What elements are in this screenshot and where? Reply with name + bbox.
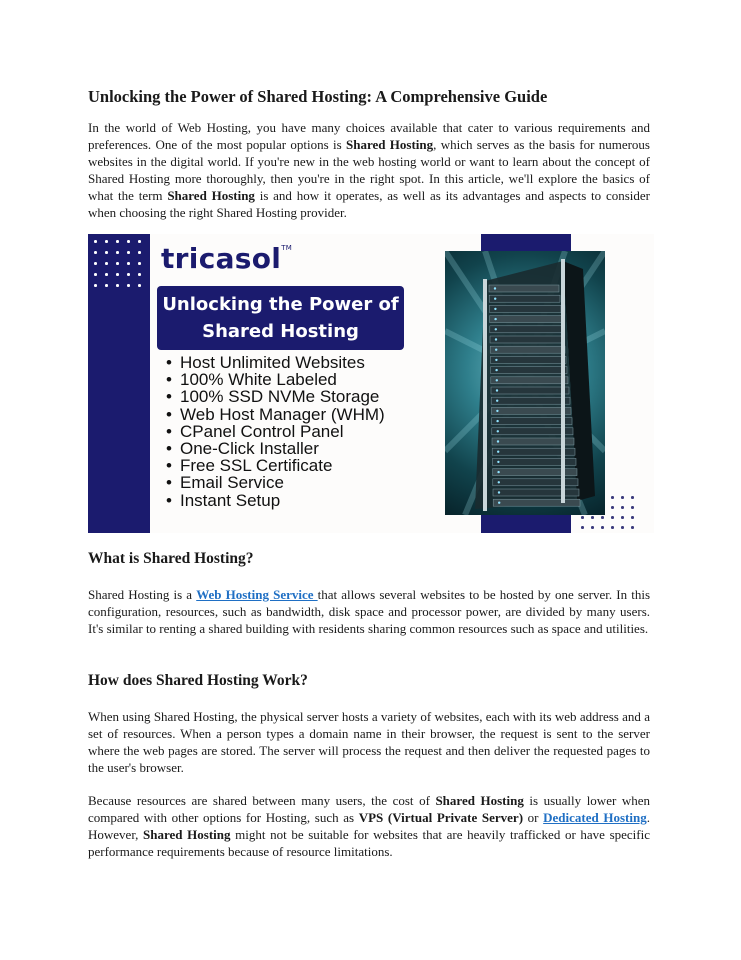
logo-trademark: TM — [281, 244, 293, 252]
dot — [116, 240, 119, 243]
text-run: Shared Hosting is a — [88, 587, 197, 602]
server-led — [495, 338, 497, 340]
server-led — [494, 298, 496, 300]
feature-item — [166, 388, 385, 405]
server-led — [495, 369, 497, 371]
server-unit — [493, 489, 579, 496]
server-led — [498, 481, 500, 483]
dot — [631, 496, 634, 499]
server-unit — [490, 346, 565, 353]
dot — [105, 251, 108, 254]
dot — [138, 273, 141, 276]
server-rack-image — [445, 251, 605, 515]
feature-label: Web Host Manager (WHM) — [180, 404, 385, 424]
bullet-icon: • — [166, 353, 172, 372]
server-unit — [491, 397, 570, 404]
tricasol-logo — [161, 242, 292, 275]
dot — [611, 496, 614, 499]
server-rack-illustration — [445, 251, 605, 515]
feature-item — [166, 474, 385, 491]
inline-link[interactable]: Dedicated Hosting — [543, 810, 647, 825]
text-run: When using Shared Hosting, the physical server hosts a variety of websites, each with its web address and a set of resources. When a person types a domain name in their browser, the request is sent to the server where the web pages are stored. The server will process the request and then deliver the requested pages to the user's browser. — [88, 709, 650, 775]
feature-label: Email Service — [180, 473, 284, 493]
dot — [581, 516, 584, 519]
server-unit — [490, 326, 563, 333]
rack-rail-left — [483, 279, 487, 511]
section-heading-what: What is Shared Hosting? — [88, 550, 254, 567]
bold-term: Shared Hosting — [167, 188, 255, 203]
feature-label: 100% White Labeled — [180, 370, 337, 390]
text-run: In the world of Web Hosting, you have many choices available that cater to various requirements and preferences. One of the most popular options is — [88, 120, 650, 152]
server-led — [497, 440, 499, 442]
dot — [621, 496, 624, 499]
server-unit — [491, 387, 569, 394]
server-led — [497, 451, 499, 453]
dot — [116, 284, 119, 287]
dot — [631, 506, 634, 509]
banner-title-box — [157, 286, 404, 350]
dot — [621, 506, 624, 509]
feature-label: Instant Setup — [180, 490, 281, 510]
dot — [127, 262, 130, 265]
server-led — [497, 471, 499, 473]
dot — [94, 240, 97, 243]
dot — [601, 526, 604, 529]
server-led — [495, 328, 497, 330]
dot — [591, 516, 594, 519]
bullet-icon: • — [166, 421, 172, 441]
dot — [611, 526, 614, 529]
bold-term: Shared Hosting — [143, 827, 231, 842]
dot — [127, 284, 130, 287]
logo-text: tricasol — [161, 242, 282, 275]
feature-item — [166, 492, 385, 509]
text-run: or — [523, 810, 544, 825]
banner-title-line2: Shared Hosting — [202, 321, 359, 342]
text-run: that allows several websites to be hosted by one server. In this configuration, resources, such as bandwidth, disk space and processor power, are divided by many users. It's similar to renting a shared building with residents sharing common resources such as space and utilities. — [88, 587, 651, 636]
server-led — [496, 389, 498, 391]
section-how-paragraph-2 — [88, 792, 650, 860]
server-led — [495, 349, 497, 351]
feature-label: Free SSL Certificate — [180, 456, 333, 476]
feature-item — [166, 440, 385, 457]
feature-label: Host Unlimited Websites — [180, 353, 365, 372]
server-unit — [493, 479, 578, 486]
dot — [611, 506, 614, 509]
feature-item — [166, 457, 385, 474]
feature-label: 100% SSD NVMe Storage — [180, 387, 380, 407]
server-led — [494, 287, 496, 289]
dot — [105, 273, 108, 276]
server-led — [496, 400, 498, 402]
text-run: , which serves as the basis for numerous websites in the digital world. If you're new in the web hosting world or want to learn about the concept of Shared Hosting more thoroughly, then you're in the right spot. In this article, we'll explore the basics of what the term — [88, 137, 650, 203]
dot — [127, 251, 130, 254]
server-unit — [489, 305, 561, 312]
dot — [116, 273, 119, 276]
server-unit — [492, 418, 572, 425]
server-led — [495, 359, 497, 361]
bold-term: Shared Hosting — [435, 793, 524, 808]
bullet-icon: • — [166, 439, 172, 459]
server-led — [497, 430, 499, 432]
text-run: is usually lower when compared with other options for Hosting, such as — [88, 793, 650, 825]
server-led — [498, 491, 500, 493]
page-title: Unlocking the Power of Shared Hosting: A Comprehensive Guide — [88, 87, 548, 106]
server-unit — [490, 336, 564, 343]
server-unit — [490, 356, 566, 363]
banner-title-line1: Unlocking the Power of — [162, 294, 399, 315]
server-led — [496, 410, 498, 412]
dot — [611, 516, 614, 519]
rack-rail-right — [561, 259, 565, 503]
server-unit — [490, 316, 562, 323]
bold-term: VPS (Virtual Private Server) — [358, 810, 524, 825]
server-unit — [491, 377, 568, 384]
dot — [591, 526, 594, 529]
server-led — [494, 318, 496, 320]
server-led — [497, 461, 499, 463]
feature-item — [166, 423, 385, 440]
dot — [94, 251, 97, 254]
dot — [631, 516, 634, 519]
server-led — [496, 420, 498, 422]
dot — [127, 273, 130, 276]
dot — [621, 526, 624, 529]
dot — [116, 251, 119, 254]
section-what-paragraph — [88, 586, 650, 637]
section-heading-how: How does Shared Hosting Work? — [88, 672, 308, 689]
promo-banner — [88, 234, 654, 533]
server-unit — [491, 367, 567, 374]
server-unit — [491, 407, 571, 414]
dot — [116, 262, 119, 265]
feature-item — [166, 406, 385, 423]
dot — [127, 240, 130, 243]
dot — [581, 526, 584, 529]
dot — [105, 240, 108, 243]
dot — [138, 262, 141, 265]
feature-item — [166, 371, 385, 388]
feature-label: One-Click Installer — [180, 439, 319, 459]
feature-list — [166, 354, 385, 509]
bullet-icon: • — [166, 490, 172, 510]
inline-link[interactable]: Web Hosting Service — [196, 587, 318, 602]
server-unit — [489, 285, 559, 292]
dot — [105, 262, 108, 265]
server-led — [494, 308, 496, 310]
dot — [138, 284, 141, 287]
server-unit — [492, 428, 573, 435]
text-run: Because resources are shared between many users, the cost of — [88, 793, 436, 808]
server-led — [498, 502, 500, 504]
server-led — [496, 379, 498, 381]
text-run: . However, — [88, 810, 650, 842]
dot — [105, 284, 108, 287]
section-how-paragraph-1 — [88, 708, 650, 776]
server-unit — [493, 499, 580, 506]
dot — [138, 251, 141, 254]
bullet-icon: • — [166, 404, 172, 424]
dot — [601, 516, 604, 519]
bullet-icon: • — [166, 370, 172, 390]
dot — [621, 516, 624, 519]
dot — [94, 284, 97, 287]
server-unit — [489, 295, 560, 302]
text-run: might not be suitable for websites that are heavily trafficked or have specific performance requirements because of resource limitations. — [88, 827, 651, 859]
banner-left-strip — [88, 234, 150, 533]
bullet-icon: • — [166, 387, 172, 407]
dot — [94, 273, 97, 276]
bullet-icon: • — [166, 473, 172, 493]
dot — [138, 240, 141, 243]
dot — [631, 526, 634, 529]
feature-label: CPanel Control Panel — [180, 421, 344, 441]
bullet-icon: • — [166, 456, 172, 476]
feature-item — [166, 354, 385, 371]
bold-term: Shared Hosting — [345, 137, 434, 152]
intro-paragraph — [88, 119, 650, 221]
text-run: is and how it operates, as well as its advantages and aspects to consider when choosing the right Shared Hosting provider. — [88, 188, 650, 220]
dot — [94, 262, 97, 265]
